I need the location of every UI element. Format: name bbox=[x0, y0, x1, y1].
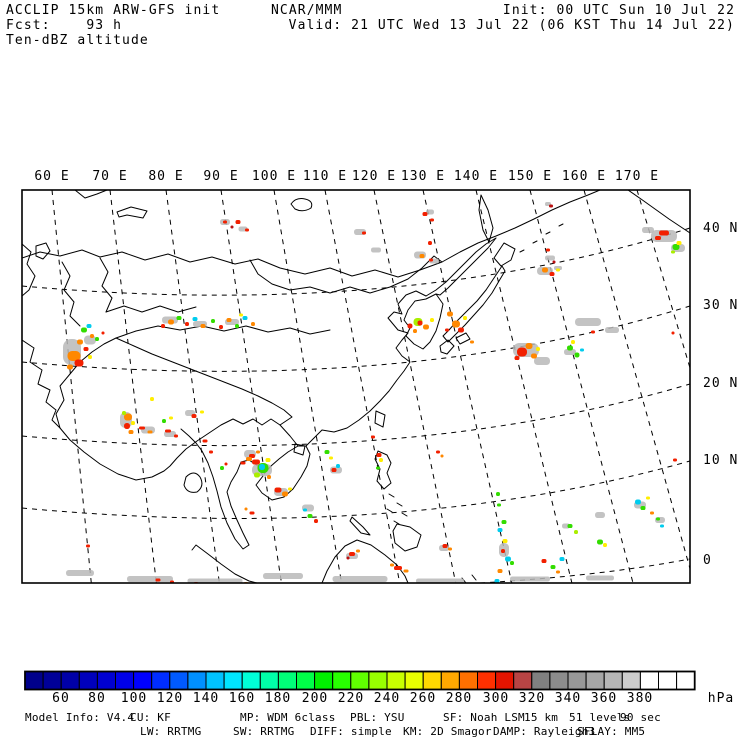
echo-core bbox=[503, 539, 508, 543]
echo-core bbox=[404, 570, 409, 573]
lon-label: 120 E bbox=[351, 169, 397, 184]
colorbar-cell bbox=[586, 672, 604, 690]
colorbar-cell bbox=[79, 672, 97, 690]
colorbar-cell bbox=[387, 672, 405, 690]
echo-core bbox=[129, 430, 134, 434]
echo-core bbox=[498, 528, 503, 532]
echo-anvil-patch bbox=[642, 227, 654, 233]
colorbar-tick-label: 360 bbox=[590, 691, 618, 706]
echo-core bbox=[266, 458, 271, 462]
colorbar-tick-label: 300 bbox=[482, 691, 510, 706]
echo-anvil-patch bbox=[534, 357, 550, 365]
echo-core bbox=[203, 440, 208, 443]
colorbar-tick-label: 260 bbox=[409, 691, 437, 706]
colorbar-cell bbox=[514, 672, 532, 690]
echo-core bbox=[556, 269, 560, 272]
echo-core bbox=[430, 219, 434, 222]
parallel-line bbox=[22, 306, 690, 371]
echo-core bbox=[209, 451, 213, 454]
echo-core bbox=[86, 545, 90, 548]
echo-core bbox=[549, 205, 553, 208]
echo-anvil-patch bbox=[127, 576, 173, 582]
echo-core bbox=[87, 324, 92, 328]
colorbar-cell bbox=[550, 672, 568, 690]
lat-label: 20 N bbox=[703, 376, 739, 391]
echo-core bbox=[568, 524, 573, 528]
echo-core bbox=[303, 509, 307, 512]
colorbar-cell bbox=[423, 672, 441, 690]
colorbar-cell bbox=[242, 672, 260, 690]
echo-core bbox=[332, 468, 337, 472]
model-info-item: KM: 2D Smagor bbox=[403, 725, 492, 738]
echo-core bbox=[423, 212, 428, 216]
echo-core bbox=[246, 457, 252, 461]
echo-core bbox=[517, 348, 527, 357]
echo-core bbox=[162, 419, 166, 423]
echo-core bbox=[470, 341, 474, 344]
echo-core bbox=[571, 340, 575, 344]
echo-core bbox=[236, 220, 241, 224]
echo-core bbox=[84, 347, 89, 351]
echo-core bbox=[536, 347, 540, 351]
colorbar-tick-label: 140 bbox=[192, 691, 220, 706]
echo-core bbox=[655, 236, 661, 240]
echo-core bbox=[597, 540, 603, 545]
echo-core bbox=[75, 360, 84, 367]
colorbar-tick-label: 80 bbox=[88, 691, 106, 706]
colorbar-cell bbox=[61, 672, 79, 690]
colorbar-cell bbox=[351, 672, 369, 690]
echo-core bbox=[77, 340, 83, 345]
meridian-line bbox=[637, 190, 690, 368]
echo-core bbox=[245, 508, 248, 511]
colorbar-tick-label: 320 bbox=[518, 691, 546, 706]
forecast-hour: Fcst: 93 h bbox=[6, 18, 123, 33]
echo-core bbox=[256, 451, 260, 454]
colorbar-tick-label: 120 bbox=[156, 691, 184, 706]
echo-core bbox=[394, 566, 402, 570]
coastlines bbox=[22, 190, 690, 583]
echo-core bbox=[122, 411, 126, 415]
echo-anvil-patch bbox=[263, 573, 303, 579]
echo-core bbox=[81, 328, 87, 333]
echo-core bbox=[526, 343, 533, 349]
colorbar-cell bbox=[278, 672, 296, 690]
echo-core bbox=[408, 324, 413, 329]
colorbar-unit: hPa bbox=[707, 691, 735, 706]
lon-label: 90 E bbox=[203, 169, 239, 184]
echo-core bbox=[168, 320, 174, 325]
colorbar-cell bbox=[478, 672, 496, 690]
colorbar-cell bbox=[532, 672, 550, 690]
echo-core bbox=[243, 316, 248, 320]
colorbar-cell bbox=[369, 672, 387, 690]
echo-core bbox=[603, 543, 607, 547]
echo-core bbox=[429, 259, 433, 262]
colorbar-tick-label: 100 bbox=[120, 691, 148, 706]
echo-core bbox=[497, 504, 501, 507]
echo-core bbox=[531, 354, 537, 359]
echo-core bbox=[567, 346, 573, 351]
colorbar-tick-label: 340 bbox=[554, 691, 582, 706]
echo-core bbox=[231, 226, 234, 229]
echo-top-blobs bbox=[63, 202, 685, 584]
colorbar-cell bbox=[97, 672, 115, 690]
lat-label: 30 N bbox=[703, 298, 739, 313]
model-info-item: 90 sec bbox=[620, 711, 661, 724]
lon-label: 60 E bbox=[34, 169, 70, 184]
echo-core bbox=[185, 322, 189, 326]
echo-core bbox=[250, 512, 255, 515]
echo-core bbox=[673, 459, 677, 462]
echo-core bbox=[192, 414, 197, 418]
colorbar-cell bbox=[43, 672, 61, 690]
model-info-item: DIFF: simple bbox=[310, 725, 392, 738]
init-time: Init: 00 UTC Sun 10 Jul 22 bbox=[502, 3, 735, 18]
echo-core bbox=[219, 325, 223, 329]
model-info-item: Model Info: V4.4 bbox=[25, 711, 135, 724]
echo-core bbox=[441, 455, 444, 458]
echo-core bbox=[239, 314, 243, 317]
colorbar-tick-label: 280 bbox=[445, 691, 473, 706]
echo-core bbox=[124, 423, 130, 429]
echo-core bbox=[148, 431, 153, 434]
parallel-line bbox=[22, 228, 690, 295]
echo-core bbox=[641, 506, 646, 510]
echo-core bbox=[95, 337, 99, 341]
echo-core bbox=[574, 530, 578, 534]
field-name: Ten-dBZ altitude bbox=[6, 33, 149, 48]
colorbar-cell bbox=[604, 672, 622, 690]
echo-core bbox=[659, 231, 669, 236]
lon-label: 150 E bbox=[507, 169, 553, 184]
echo-core bbox=[325, 450, 330, 454]
echo-core bbox=[225, 463, 228, 466]
echo-core bbox=[90, 334, 94, 338]
echo-core bbox=[580, 349, 584, 352]
echo-core bbox=[671, 251, 675, 254]
colorbar-cell bbox=[297, 672, 315, 690]
echo-anvil-patch bbox=[66, 570, 94, 576]
echo-core bbox=[150, 397, 154, 401]
colorbar-cell bbox=[315, 672, 333, 690]
lon-label: 100 E bbox=[251, 169, 297, 184]
echo-core bbox=[420, 254, 425, 258]
meridian-line bbox=[374, 190, 456, 583]
colorbar-cell bbox=[170, 672, 188, 690]
echo-core bbox=[546, 249, 550, 252]
colorbar-cell bbox=[134, 672, 152, 690]
meridian-line bbox=[476, 190, 572, 583]
echo-core bbox=[436, 451, 440, 454]
echo-core bbox=[241, 462, 246, 465]
colorbar-cell bbox=[677, 672, 695, 690]
colorbar-tick-label: 380 bbox=[626, 691, 654, 706]
colorbar-cell bbox=[224, 672, 242, 690]
echo-core bbox=[165, 430, 171, 433]
echo-anvil-patch bbox=[510, 577, 550, 582]
echo-core bbox=[502, 520, 507, 524]
lon-label: 70 E bbox=[92, 169, 128, 184]
colorbar-cell bbox=[496, 672, 514, 690]
echo-core bbox=[650, 512, 654, 515]
echo-core bbox=[496, 492, 500, 496]
echo-core bbox=[390, 564, 394, 567]
echo-core bbox=[139, 427, 145, 430]
lon-label: 170 E bbox=[614, 169, 660, 184]
model-info-item: MP: WDM 6class bbox=[240, 711, 336, 724]
echo-core bbox=[379, 458, 383, 462]
echo-core bbox=[282, 492, 288, 497]
echo-core bbox=[259, 464, 265, 470]
echo-core bbox=[161, 324, 165, 328]
echo-core bbox=[267, 475, 271, 479]
echo-core bbox=[452, 321, 460, 328]
echo-anvil-patch bbox=[575, 318, 601, 326]
echo-core bbox=[67, 365, 73, 370]
echo-core bbox=[413, 329, 417, 333]
model-title: ACCLIP 15km ARW-GFS init bbox=[6, 3, 221, 18]
echo-core bbox=[252, 460, 260, 465]
map-frame bbox=[22, 190, 690, 583]
meridian-line bbox=[52, 190, 91, 583]
colorbar-cell bbox=[640, 672, 658, 690]
echo-core bbox=[377, 453, 382, 457]
echo-core bbox=[308, 514, 313, 518]
echo-core bbox=[553, 261, 556, 264]
echo-core bbox=[177, 316, 182, 320]
echo-core bbox=[660, 525, 664, 528]
echo-core bbox=[275, 488, 282, 493]
colorbar-cell bbox=[25, 672, 43, 690]
echo-core bbox=[458, 328, 464, 333]
colorbar-cell bbox=[405, 672, 423, 690]
colorbar-cell bbox=[568, 672, 586, 690]
echo-core bbox=[227, 318, 232, 322]
echo-core bbox=[329, 457, 333, 460]
echo-core bbox=[550, 272, 555, 276]
echo-core bbox=[102, 332, 105, 335]
model-info-item: SFLAY: MM5 bbox=[577, 725, 646, 738]
lon-label: 140 E bbox=[453, 169, 499, 184]
colorbar-tick-label: 180 bbox=[264, 691, 292, 706]
echo-core bbox=[193, 317, 198, 321]
model-info-item: PBL: YSU bbox=[350, 711, 405, 724]
colorbar-cell bbox=[188, 672, 206, 690]
echo-core bbox=[336, 464, 340, 468]
echo-core bbox=[418, 321, 423, 326]
meridian-line bbox=[274, 190, 342, 583]
parallel-line bbox=[22, 461, 690, 518]
echo-core bbox=[591, 331, 595, 334]
lon-label: 130 E bbox=[400, 169, 446, 184]
echo-core bbox=[200, 411, 204, 414]
echo-core bbox=[349, 552, 355, 556]
echo-core bbox=[656, 518, 660, 521]
echo-anvil-patch bbox=[595, 512, 605, 518]
meridian-line bbox=[423, 190, 512, 583]
lat-label: 0 bbox=[703, 553, 712, 568]
echo-core bbox=[542, 559, 547, 563]
echo-anvil-patch bbox=[605, 327, 619, 333]
echo-core bbox=[447, 312, 453, 317]
echo-core bbox=[211, 319, 215, 323]
echo-core bbox=[314, 519, 318, 523]
echo-anvil-patch bbox=[586, 576, 614, 581]
colorbar-cell bbox=[622, 672, 640, 690]
org-label: NCAR/MMM bbox=[271, 3, 343, 18]
echo-core bbox=[443, 544, 448, 548]
graticule bbox=[22, 190, 690, 583]
colorbar-cell bbox=[441, 672, 459, 690]
echo-core bbox=[498, 569, 503, 573]
echo-core bbox=[156, 579, 161, 582]
colorbar-tick-label: 220 bbox=[337, 691, 365, 706]
lon-label: 160 E bbox=[561, 169, 607, 184]
colorbar-cell bbox=[152, 672, 170, 690]
echo-core bbox=[174, 435, 178, 438]
echo-anvil-patch bbox=[371, 248, 381, 253]
echo-core bbox=[672, 332, 675, 335]
echo-core bbox=[501, 549, 505, 553]
model-info-item: CU: KF bbox=[130, 711, 171, 724]
echo-anvil-patch bbox=[84, 336, 96, 345]
echo-core bbox=[556, 571, 560, 574]
colorbar-cell bbox=[333, 672, 351, 690]
echo-core bbox=[220, 466, 224, 470]
echo-core bbox=[376, 467, 380, 470]
lon-label: 110 E bbox=[302, 169, 348, 184]
echo-core bbox=[646, 497, 650, 500]
lon-label: 80 E bbox=[148, 169, 184, 184]
echo-core bbox=[169, 417, 173, 420]
echo-core bbox=[251, 322, 255, 326]
echo-core bbox=[445, 329, 449, 332]
echo-core bbox=[201, 324, 206, 328]
lat-label: 10 N bbox=[703, 453, 739, 468]
colorbar-cell bbox=[659, 672, 677, 690]
echo-core bbox=[423, 325, 429, 330]
echo-core bbox=[463, 316, 467, 320]
echo-core bbox=[448, 548, 452, 551]
meridian-line bbox=[530, 190, 633, 583]
echo-core bbox=[235, 324, 239, 328]
echo-core bbox=[131, 421, 135, 425]
echo-core bbox=[505, 557, 511, 562]
model-info-item: SW: RRTMG bbox=[233, 725, 295, 738]
colorbar-cell bbox=[206, 672, 224, 690]
meridian-line bbox=[166, 190, 219, 583]
lat-label: 40 N bbox=[703, 221, 739, 236]
echo-core bbox=[542, 268, 548, 273]
echo-core bbox=[510, 561, 514, 565]
echo-anvil-patch bbox=[545, 256, 555, 261]
model-info-item: 15 km bbox=[524, 711, 559, 724]
model-info-item: LW: RRTMG bbox=[140, 725, 202, 738]
echo-core bbox=[515, 356, 520, 360]
meridian-line bbox=[325, 190, 400, 583]
colorbar-tick-label: 160 bbox=[228, 691, 256, 706]
echo-core bbox=[560, 557, 565, 561]
echo-core bbox=[575, 353, 580, 358]
echo-core bbox=[223, 221, 227, 224]
colorbar-cell bbox=[260, 672, 278, 690]
echo-core bbox=[428, 241, 432, 245]
meridian-line bbox=[110, 190, 156, 583]
meridian-line bbox=[221, 190, 282, 583]
model-info-item: DAMP: Rayleigh3 bbox=[493, 725, 596, 738]
echo-core bbox=[635, 500, 641, 505]
echo-core bbox=[356, 550, 360, 553]
echo-core bbox=[551, 565, 556, 569]
colorbar-tick-label: 240 bbox=[373, 691, 401, 706]
colorbar-cell bbox=[116, 672, 134, 690]
echo-core bbox=[347, 557, 350, 560]
echo-core bbox=[254, 473, 260, 478]
colorbar bbox=[24, 670, 697, 692]
echo-core bbox=[677, 241, 682, 245]
valid-time: Valid: 21 UTC Wed 13 Jul 22 (06 KST Thu 14 Jul 22) bbox=[288, 18, 735, 33]
echo-core bbox=[245, 229, 249, 232]
model-info-item: 51 levels bbox=[569, 711, 631, 724]
echo-core bbox=[88, 355, 92, 359]
model-info-item: SF: Noah LSM bbox=[443, 711, 525, 724]
colorbar-tick-label: 200 bbox=[301, 691, 329, 706]
echo-core bbox=[362, 232, 366, 235]
echo-core bbox=[430, 318, 434, 322]
echo-core bbox=[288, 488, 292, 491]
colorbar-tick-label: 60 bbox=[52, 691, 70, 706]
colorbar-cell bbox=[459, 672, 477, 690]
echo-core bbox=[371, 436, 375, 439]
echo-anvil-patch bbox=[333, 576, 388, 582]
